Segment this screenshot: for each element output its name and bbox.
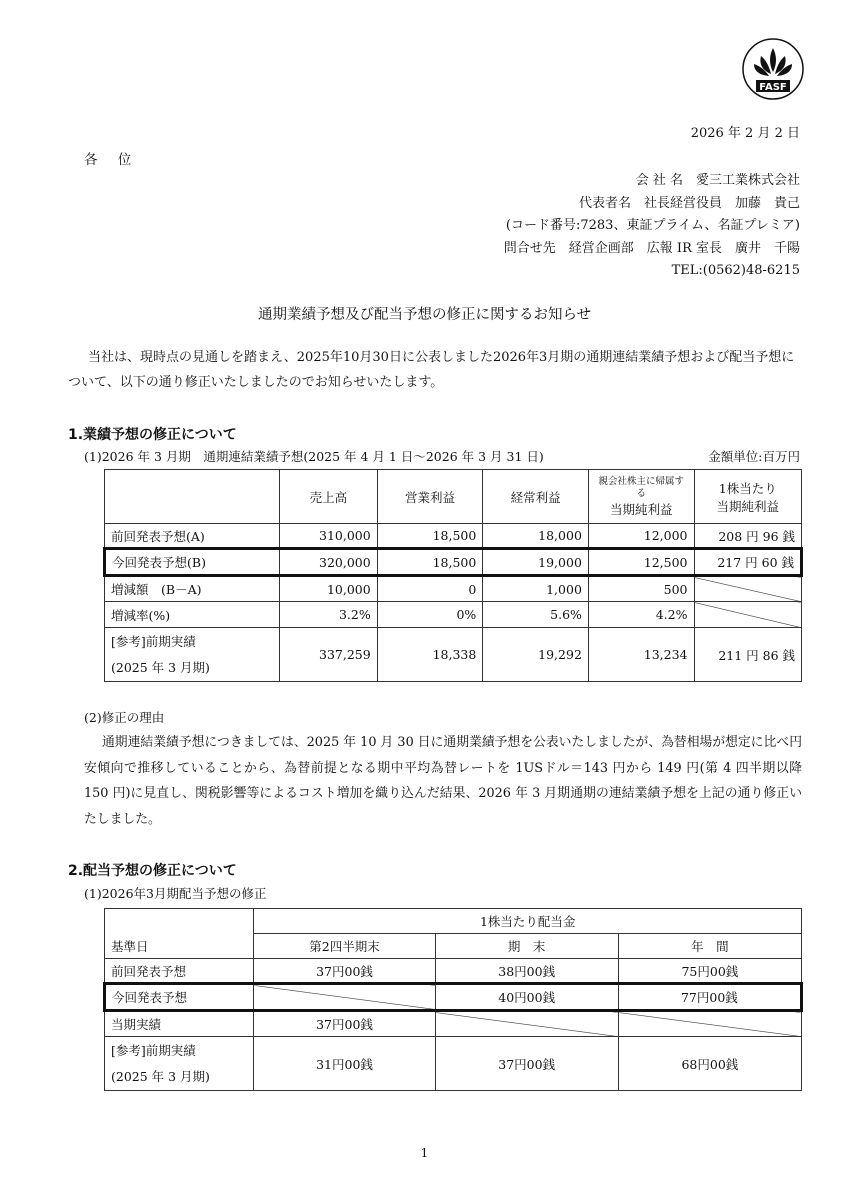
diagonal-empty-cell — [694, 602, 802, 628]
cell-value: 18,000 — [483, 524, 589, 549]
issuer-contact: 問合せ先 経営企画部 広報 IR 室長 廣井 千陽 — [503, 240, 800, 256]
diagonal-empty-cell — [618, 1011, 801, 1037]
cell-value: 18,500 — [377, 524, 483, 549]
row-label-line1: [参考]前期実績 — [111, 1042, 196, 1058]
cell-value: 37円00銭 — [254, 959, 435, 984]
cell-value: 1,000 — [483, 576, 589, 602]
cell-value: 337,259 — [279, 628, 377, 682]
header-eps — [694, 470, 802, 524]
table-header-row — [105, 909, 802, 934]
header-eps-line1: 1株当たり — [718, 480, 777, 496]
header-sales: 売上高 — [279, 470, 377, 524]
row-label: 増減額 (B－A) — [105, 576, 280, 602]
cell-value: 3.2% — [279, 602, 377, 628]
cell-value: 18,338 — [377, 628, 483, 682]
document-title: 通期業績予想及び配当予想の修正に関するお知らせ — [257, 307, 592, 323]
cell-value: 31円00銭 — [254, 1037, 435, 1091]
table-row — [105, 602, 802, 628]
table-row — [105, 1037, 802, 1091]
row-label: 前回発表予想(A) — [105, 524, 280, 549]
page-number: 1 — [420, 1146, 429, 1160]
issuer-block — [504, 170, 800, 283]
cell-value: 0 — [377, 576, 483, 602]
cell-value: 38円00銭 — [435, 959, 618, 984]
cell-value: 320,000 — [279, 549, 377, 576]
row-label-line2: (2025 年 3 月期) — [111, 1068, 210, 1084]
cell-value: 37円00銭 — [435, 1037, 618, 1091]
fasf-logo-icon — [742, 38, 804, 100]
row-label: 今回発表予想(B) — [105, 549, 280, 576]
logo-text: FASF — [759, 82, 787, 93]
issuer-tel: TEL:(0562)48-6215 — [671, 263, 800, 278]
group-header-dividend: 1株当たり配当金 — [254, 909, 802, 934]
cell-value: 310,000 — [279, 524, 377, 549]
header-operating-profit: 営業利益 — [377, 470, 483, 524]
cell-value: 10,000 — [279, 576, 377, 602]
cell-value: 75円00銭 — [618, 959, 801, 984]
table-row — [105, 524, 802, 549]
base-date-label: 基準日 — [105, 934, 254, 959]
table-header-row — [105, 934, 802, 959]
intro-text: 当社は、現時点の見通しを踏まえ、2025年10月30日に公表しました2026年3月期の通期連結業績予想および配当予想について、以下の通り修正いたしましたのでお知らせいたします。 — [68, 350, 795, 390]
reason-text: 通期連結業績予想につきましては、2025 年 10 月 30 日に通期業績予想を公表いたしましたが、為替相場が想定に比べ円安傾向で推移していることから、為替前提となる期中平均為替レートを 1USドル＝143 円から 149 円(第 4 四半期以降 150 円)に見直し、関税影響等によるコスト増加を織り込んだ結果、2026 年 3 月期通期の連結業績予想を上記の通り修正いたしました。 — [84, 735, 802, 827]
header-q2: 第2四半期末 — [254, 934, 435, 959]
header-eps-line2: 当期純利益 — [716, 498, 779, 514]
document-date: 2026 年 2 月 2 日 — [690, 126, 800, 141]
issuer-company: 会 社 名 愛三工業株式会社 — [635, 173, 800, 188]
cell-value: 0% — [377, 602, 483, 628]
table-row — [105, 959, 802, 984]
cell-value: 40円00銭 — [435, 984, 618, 1011]
table-row — [105, 628, 802, 682]
header-net-profit-note: 親会社株主に帰属する — [598, 475, 684, 499]
section1-subheading: (1)2026 年 3 月期 通期連結業績予想(2025 年 4 月 1 日～2026 年 3 月 31 日) — [84, 449, 544, 464]
reason-heading: (2)修正の理由 — [84, 710, 165, 725]
cell-value: 4.2% — [588, 602, 694, 628]
section1-heading: 1.業績予想の修正について — [68, 427, 237, 443]
cell-value: 12,500 — [588, 549, 694, 576]
issuer-representative: 代表者名 社長経営役員 加藤 貴己 — [578, 195, 800, 211]
table-row-highlighted — [105, 984, 802, 1011]
issuer-code: (コード番号:7283、東証プライム、名証プレミア) — [505, 218, 800, 233]
cell-value: 19,000 — [483, 549, 589, 576]
reason-paragraph — [84, 730, 802, 832]
cell-value: 5.6% — [483, 602, 589, 628]
header-empty-cell — [105, 470, 280, 524]
cell-value: 211 円 86 銭 — [694, 628, 802, 682]
earnings-forecast-table — [103, 469, 803, 682]
diagonal-empty-cell — [254, 984, 435, 1011]
header-net-profit-label: 当期純利益 — [609, 501, 673, 517]
unit-label: 金額単位:百万円 — [708, 449, 800, 464]
row-label-line1: [参考]前期実績 — [111, 633, 196, 649]
table-row-highlighted — [105, 549, 802, 576]
intro-paragraph — [68, 345, 802, 395]
diagonal-empty-cell — [694, 576, 802, 602]
diagonal-empty-cell — [435, 1011, 618, 1037]
cell-value: 13,234 — [588, 628, 694, 682]
row-label — [105, 628, 280, 682]
section2-subheading: (1)2026年3月期配当予想の修正 — [84, 886, 267, 901]
header-year-end: 期 末 — [435, 934, 618, 959]
addressee: 各 位 — [84, 152, 140, 168]
row-label — [105, 1037, 254, 1091]
cell-value: 18,500 — [377, 549, 483, 576]
header-empty-cell — [105, 909, 254, 934]
row-label: 増減率(%) — [105, 602, 280, 628]
row-label: 前回発表予想 — [105, 959, 254, 984]
cell-value: 19,292 — [483, 628, 589, 682]
cell-value: 37円00銭 — [254, 1011, 435, 1037]
header-net-profit — [588, 470, 694, 524]
row-label: 当期実績 — [105, 1011, 254, 1037]
dividend-forecast-table — [103, 908, 803, 1091]
cell-value: 68円00銭 — [618, 1037, 801, 1091]
table-row — [105, 1011, 802, 1037]
row-label-line2: (2025 年 3 月期) — [111, 659, 210, 675]
section2-heading: 2.配当予想の修正について — [68, 863, 237, 879]
cell-value: 208 円 96 銭 — [694, 524, 802, 549]
row-label: 今回発表予想 — [105, 984, 254, 1011]
table-header-row — [105, 470, 802, 524]
header-ordinary-profit: 経常利益 — [483, 470, 589, 524]
cell-value: 500 — [588, 576, 694, 602]
header-annual: 年 間 — [618, 934, 801, 959]
cell-value: 77円00銭 — [618, 984, 801, 1011]
table-row — [105, 576, 802, 602]
cell-value: 12,000 — [588, 524, 694, 549]
cell-value: 217 円 60 銭 — [694, 549, 802, 576]
